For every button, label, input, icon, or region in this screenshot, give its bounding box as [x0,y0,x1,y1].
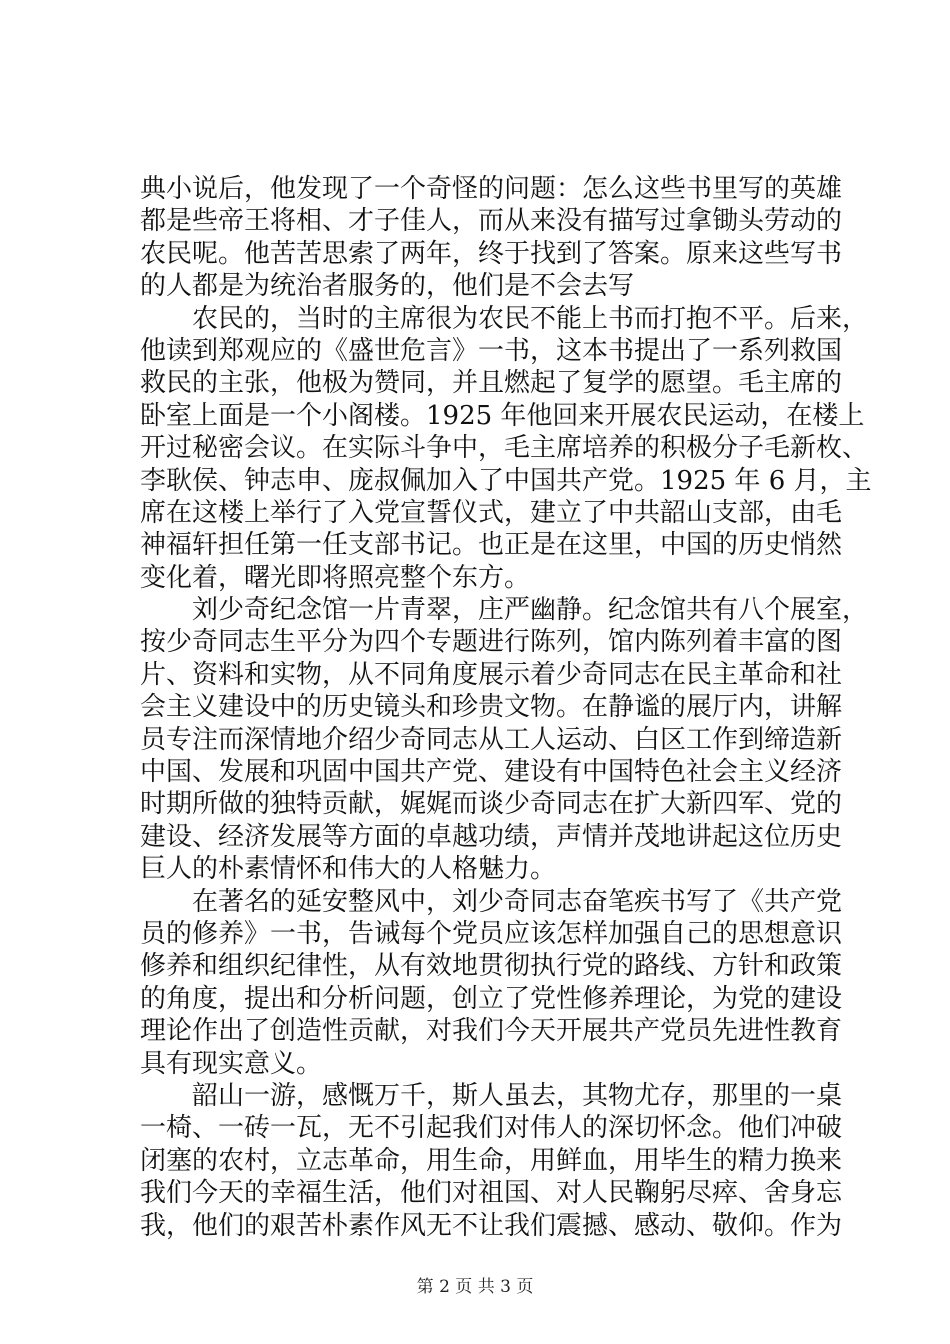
text-line: 我，他们的艰苦朴素作风无不让我们震撼、感动、敬仰。作为 [140,1210,843,1241]
text-line: 中国、发展和巩固中国共产党、建设有中国特色社会主义经济 [140,757,843,788]
text-line: 闭塞的农村，立志革命，用生命，用鲜血，用毕生的精力换来 [140,1145,843,1176]
text-line: 都是些帝王将相、才子佳人，而从来没有描写过拿锄头劳动的 [140,206,843,237]
text-line: 会主义建设中的历史镜头和珍贵文物。在静谧的展厅内，讲解 [140,692,843,723]
text-line: 他读到郑观应的《盛世危言》一书，这本书提出了一系列救国 [140,335,843,366]
text-line: 席在这楼上举行了入党宣誓仪式，建立了中共韶山支部，由毛 [140,497,843,528]
text-line: 一椅、一砖一瓦，无不引起我们对伟人的深切怀念。他们冲破 [140,1113,843,1144]
text-line: 具有现实意义。 [140,1048,323,1079]
text-line: 的角度，提出和分析问题，创立了党性修养理论，为党的建设 [140,983,843,1014]
page-number-footer: 第 2 页 共 3 页 [416,1277,534,1297]
text-line: 片、资料和实物，从不同角度展示着少奇同志在民主革命和社 [140,659,843,690]
text-line: 开过秘密会议。在实际斗争中，毛主席培养的积极分子毛新枚、 [140,433,869,464]
text-line: 我们今天的幸福生活，他们对祖国、对人民鞠躬尽瘁、舍身忘 [140,1178,843,1209]
text-line: 农民呢。他苦苦思索了两年，终于找到了答案。原来这些写书 [140,238,843,269]
document-body [140,173,872,1242]
text-line: 救民的主张，他极为赞同，并且燃起了复学的愿望。毛主席的 [140,368,843,399]
text-line: 刘少奇纪念馆一片青翠，庄严幽静。纪念馆共有八个展室， [140,595,869,626]
text-line: 的人都是为统治者服务的，他们是不会去写 [140,271,635,302]
text-line: 按少奇同志生平分为四个专题进行陈列，馆内陈列着丰富的图 [140,627,843,658]
text-line: 建设、经济发展等方面的卓越功绩，声情并茂地讲起这位历史 [140,821,843,852]
text-line: 时期所做的独特贡献，娓娓而谈少奇同志在扩大新四军、党的 [140,789,843,820]
text-line: 韶山一游，感慨万千，斯人虽去，其物尤存，那里的一桌 [140,1080,843,1111]
text-line: 员的修养》一书，告诫每个党员应该怎样加强自己的思想意识 [140,918,843,949]
text-line: 卧室上面是一个小阁楼。1925 年他回来开展农民运动，在楼上 [140,400,865,431]
text-line: 典小说后，他发现了一个奇怪的问题：怎么这些书里写的英雄 [140,174,843,204]
text-line: 修养和组织纪律性，从有效地贯彻执行党的路线、方针和政策 [140,951,843,982]
text-line: 变化着，曙光即将照亮整个东方。 [140,562,531,593]
text-line: 巨人的朴素情怀和伟大的人格魅力。 [140,854,557,885]
text-line: 在著名的延安整风中，刘少奇同志奋笔疾书写了《共产党 [140,886,843,917]
text-line: 理论作出了创造性贡献，对我们今天开展共产党员先进性教育 [140,1016,843,1047]
text-line: 李耿侯、钟志申、庞叔佩加入了中国共产党。1925 年 6 月，主 [140,465,872,496]
text-line: 员专注而深情地介绍少奇同志从工人运动、白区工作到缔造新 [140,724,843,755]
text-line: 神福轩担任第一任支部书记。也正是在这里，中国的历史悄然 [140,530,843,561]
text-line: 农民的，当时的主席很为农民不能上书而打抱不平。后来， [140,303,869,334]
